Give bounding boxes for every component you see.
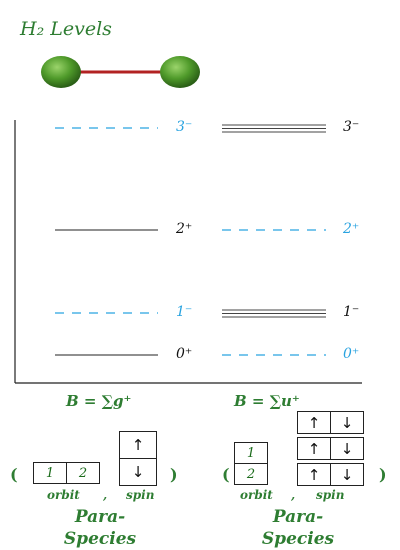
right-level-2-label: 2⁺ bbox=[343, 221, 360, 237]
para-formula: B = ∑g⁺ bbox=[66, 392, 132, 410]
para-close-paren: ) bbox=[170, 465, 178, 484]
up-arrow-icon: ↑ bbox=[307, 439, 321, 458]
up-arrow-icon: ↑ bbox=[307, 465, 321, 484]
ortho-orbit-cell-1-text: 1 bbox=[246, 445, 256, 461]
right-level-3-label: 3⁻ bbox=[343, 119, 360, 135]
down-arrow-icon: ↓ bbox=[340, 413, 354, 432]
down-arrow-icon: ↓ bbox=[340, 439, 354, 458]
ortho-spin-label: spin bbox=[316, 488, 345, 502]
para-orbit-cell-2-text: 2 bbox=[78, 465, 88, 481]
ortho-spin-r2-up bbox=[297, 437, 331, 460]
left-level-0-label: 0⁺ bbox=[176, 346, 193, 362]
para-orbit-cell-1 bbox=[33, 462, 67, 484]
ortho-spin-r1-up bbox=[297, 411, 331, 434]
down-arrow-icon: ↓ bbox=[340, 465, 354, 484]
up-arrow-icon: ↑ bbox=[307, 413, 321, 432]
ortho-comma: , bbox=[291, 488, 296, 502]
down-arrow-icon: ↓ bbox=[131, 463, 145, 481]
ortho-spin-r2-down bbox=[330, 437, 364, 460]
ortho-species-line-2: Species bbox=[261, 529, 335, 549]
para-orbit-cell-1-text: 1 bbox=[45, 465, 55, 481]
left-level-2-label: 2⁺ bbox=[176, 221, 193, 237]
para-spin-label: spin bbox=[126, 488, 155, 502]
right-level-3 bbox=[222, 125, 326, 132]
ortho-orbit-cell-2-text: 2 bbox=[246, 466, 256, 482]
right-level-1-label: 1⁻ bbox=[343, 304, 360, 320]
para-spin-cell-up bbox=[119, 431, 157, 459]
ortho-species-line-1: Para- bbox=[272, 507, 324, 527]
right-level-0-label: 0⁺ bbox=[343, 346, 360, 362]
ortho-formula: B = ∑u⁺ bbox=[234, 392, 300, 410]
para-orbit-cell-2 bbox=[66, 462, 100, 484]
right-level-1 bbox=[222, 310, 326, 317]
ortho-spin-r1-down bbox=[330, 411, 364, 434]
para-orbit-label: orbit bbox=[47, 488, 80, 502]
ortho-close-paren: ) bbox=[379, 465, 387, 484]
ortho-species-label bbox=[248, 506, 348, 550]
para-spin-cell-down bbox=[119, 458, 157, 486]
left-level-1-label: 1⁻ bbox=[176, 304, 193, 320]
ortho-orbit-cell-1 bbox=[234, 442, 268, 464]
diagram-title: H₂ Levels bbox=[20, 18, 112, 40]
para-open-paren: ( bbox=[10, 465, 18, 484]
ortho-spin-r3-up bbox=[297, 463, 331, 486]
para-species-line-1: Para- bbox=[74, 507, 126, 527]
left-level-3-label: 3⁻ bbox=[176, 119, 193, 135]
ortho-spin-r3-down bbox=[330, 463, 364, 486]
para-species-label bbox=[50, 506, 150, 550]
ortho-open-paren: ( bbox=[222, 465, 230, 484]
ortho-orbit-label: orbit bbox=[240, 488, 273, 502]
para-species-line-2: Species bbox=[63, 529, 137, 549]
ortho-orbit-cell-2 bbox=[234, 463, 268, 485]
up-arrow-icon: ↑ bbox=[131, 436, 145, 454]
para-comma: , bbox=[103, 488, 108, 502]
